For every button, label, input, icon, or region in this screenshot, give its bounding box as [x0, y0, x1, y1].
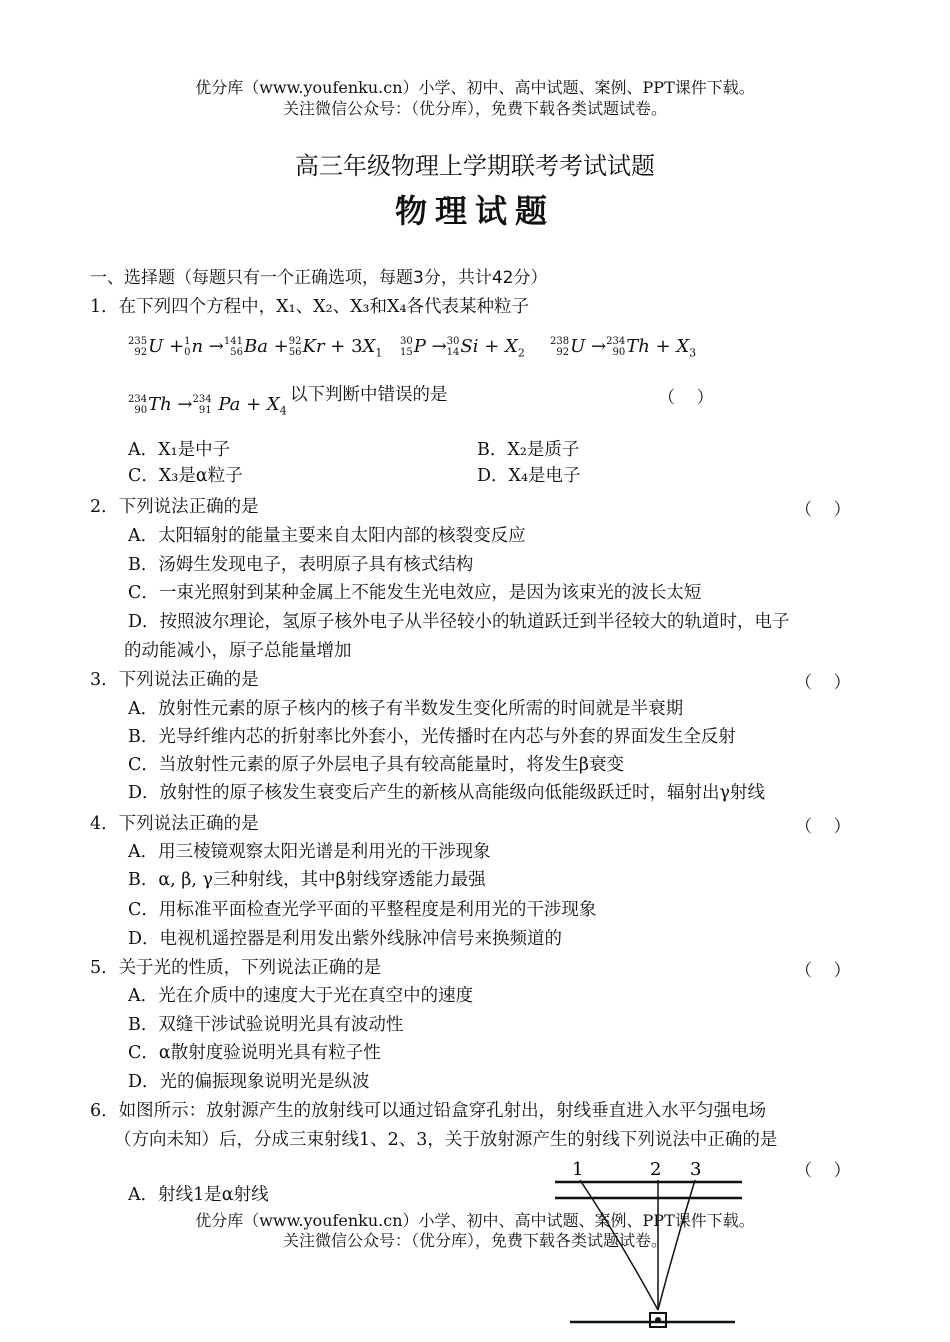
q1-option-d: D．X₄是电子: [477, 466, 581, 486]
q1-equation-1: 235 92 U + 1 0 n → 141 56 Ba + 92 56 $Kr + 3X_1$: [128, 336, 383, 360]
q6-option-a: A．射线1是α射线: [128, 1185, 269, 1205]
q6-answer-paren: （ ）: [795, 1161, 851, 1181]
footer-line-2: 关注微信公众号：（优分库），免费下载各类试题试卷。: [282, 1231, 667, 1250]
header-line-2: 关注微信公众号：（优分库），免费下载各类试题试卷。: [282, 99, 667, 118]
q2-option-d-cont: 的动能减小，原子总能量增加: [124, 641, 352, 661]
q1-equation-4: 234 90 Th → 234 91 $Pa + X_4$: [128, 394, 287, 418]
exam-title: 高三年级物理上学期联考考试试题: [295, 152, 655, 180]
q1-stem: 1．在下列四个方程中，X₁、X₂、X₃和X₄各代表某种粒子: [90, 297, 530, 317]
q1-equation-3: 238 92 U → 234 90 $Th + X_3$: [550, 336, 697, 360]
section-heading: 一、选择题（每题只有一个正确选项，每题3分，共计42分）: [90, 268, 548, 288]
q3-option-c: C．当放射性元素的原子外层电子具有较高能量时，将发生β衰变: [128, 755, 625, 775]
exam-subtitle: 物理试题: [394, 192, 555, 230]
q4-option-a: A．用三棱镜观察太阳光谱是利用光的干涉现象: [128, 842, 491, 862]
q3-answer-paren: （ ）: [795, 673, 851, 693]
q4-option-d: D．电视机遥控器是利用发出紫外线脉冲信号来换频道的: [128, 929, 563, 949]
q4-option-c: C．用标准平面检查光学平面的平整程度是利用光的干涉现象: [128, 900, 597, 920]
figure-label-3: 3: [690, 1159, 702, 1180]
q2-option-c: C．一束光照射到某种金属上不能发生光电效应，是因为该束光的波长太短: [128, 583, 702, 603]
q2-option-d: D．按照波尔理论，氢原子核外电子从半径较小的轨道跃迁到半径较大的轨道时，电子: [128, 612, 790, 632]
q1-answer-paren: （ ）: [658, 388, 714, 408]
radiation-source: [655, 1317, 661, 1323]
q4-stem: 4．下列说法正确的是: [90, 814, 259, 834]
q6-stem-line-2: （方向未知）后，分成三束射线1、2、3，关于放射源产生的射线下列说法中正确的是: [114, 1130, 778, 1150]
q6-stem-line-1: 6．如图所示：放射源产生的放射线可以通过铅盒穿孔射出，射线垂直进入水平匀强电场: [90, 1101, 767, 1121]
q5-option-b: B．双缝干涉试验说明光具有波动性: [128, 1015, 404, 1035]
figure-label-2: 2: [650, 1159, 662, 1180]
q1-option-a: A．X₁是中子: [128, 440, 231, 460]
q5-option-a: A．光在介质中的速度大于光在真空中的速度: [128, 986, 474, 1006]
q5-option-d: D．光的偏振现象说明光是纵波: [128, 1072, 370, 1092]
q3-stem: 3．下列说法正确的是: [90, 670, 259, 690]
q2-option-a: A．太阳辐射的能量主要来自太阳内部的核裂变反应: [128, 526, 526, 546]
q1-option-b: B．X₂是质子: [477, 440, 580, 460]
q1-option-c: C．X₃是α粒子: [128, 466, 243, 486]
figure-label-1: 1: [572, 1159, 584, 1180]
q4-answer-paren: （ ）: [795, 817, 851, 837]
q3-option-a: A．放射性元素的原子核内的核子有半数发生变化所需的时间就是半衰期: [128, 699, 684, 719]
q2-stem: 2．下列说法正确的是: [90, 497, 259, 517]
q1-equation-2: 30 15 P → 30 14 $Si + X_2$: [400, 336, 525, 360]
q5-stem: 5．关于光的性质，下列说法正确的是: [90, 958, 382, 978]
q2-answer-paren: （ ）: [795, 500, 851, 520]
q3-option-d: D．放射性的原子核发生衰变后产生的新核从高能级向低能级跃迁时，辐射出γ射线: [128, 783, 765, 803]
q5-option-c: C．α散射度验说明光具有粒子性: [128, 1043, 381, 1063]
footer-line-1: 优分库（www.youfenku.cn）小学、初中、高中试题、案例、PPT课件下载。: [195, 1211, 755, 1230]
q1-question: 以下判断中错误的是: [290, 385, 448, 405]
q5-answer-paren: （ ）: [795, 961, 851, 981]
header-line-1: 优分库（www.youfenku.cn）小学、初中、高中试题、案例、PPT课件下载。: [195, 78, 755, 97]
q2-option-b: B．汤姆生发现电子，表明原子具有核式结构: [128, 555, 474, 575]
q3-option-b: B．光导纤维内芯的折射率比外套小，光传播时在内芯与外套的界面发生全反射: [128, 727, 736, 747]
q4-option-b: B．α, β, γ三种射线，其中β射线穿透能力最强: [128, 870, 486, 890]
